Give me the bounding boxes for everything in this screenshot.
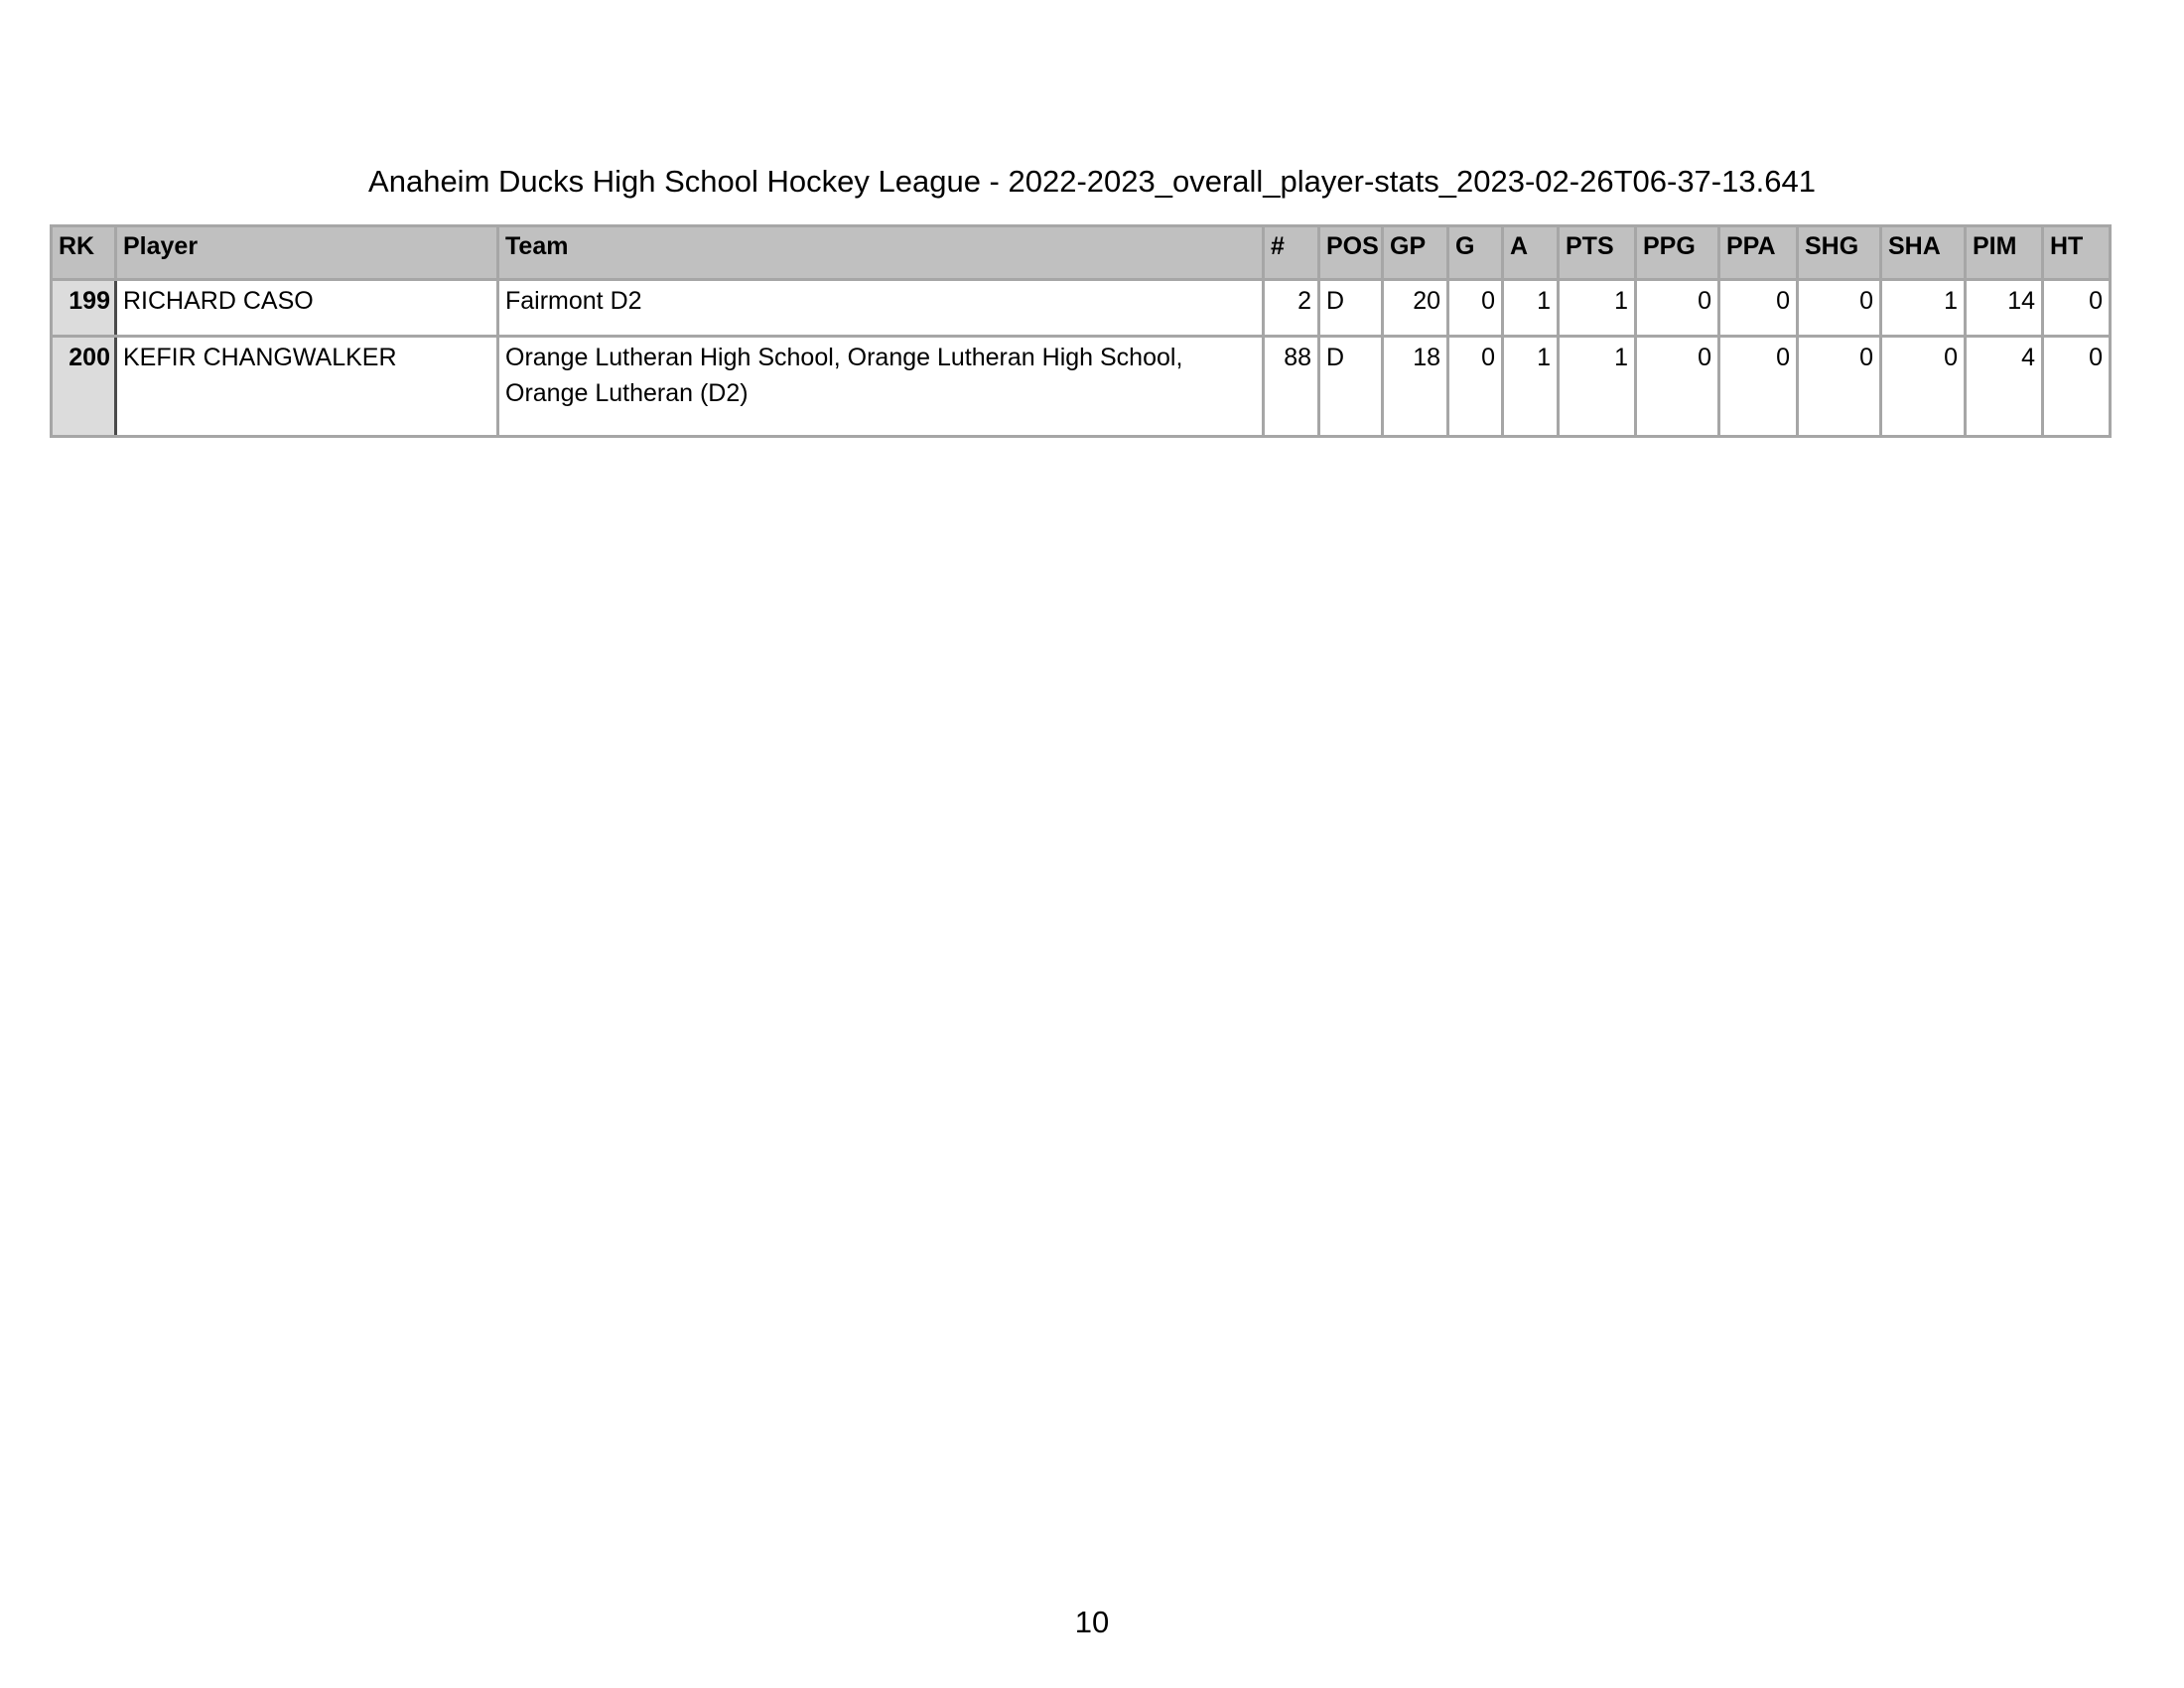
table-row <box>52 280 2111 337</box>
column-header-ht: HT <box>2043 226 2111 280</box>
pos-cell: D <box>1319 337 1383 437</box>
rank-cell: 200 <box>52 337 116 437</box>
g-cell: 0 <box>1448 337 1503 437</box>
shg-cell: 0 <box>1798 337 1881 437</box>
pim-cell: 4 <box>1966 337 2043 437</box>
g-cell: 0 <box>1448 280 1503 337</box>
column-header-shg: SHG <box>1798 226 1881 280</box>
number-cell: 88 <box>1264 337 1319 437</box>
ppg-cell: 0 <box>1636 337 1719 437</box>
column-header-sha: SHA <box>1881 226 1966 280</box>
column-header-pos: POS <box>1319 226 1383 280</box>
table-header-row <box>52 226 2111 280</box>
a-cell: 1 <box>1503 280 1559 337</box>
column-header-a: A <box>1503 226 1559 280</box>
column-header-rk: RK <box>52 226 116 280</box>
number-cell: 2 <box>1264 280 1319 337</box>
column-header-ppa: PPA <box>1719 226 1798 280</box>
column-header-g: G <box>1448 226 1503 280</box>
rank-cell: 199 <box>52 280 116 337</box>
ppg-cell: 0 <box>1636 280 1719 337</box>
team-cell: Orange Lutheran High School, Orange Lutheran High School, Orange Lutheran (D2) <box>498 337 1264 437</box>
column-header-gp: GP <box>1383 226 1448 280</box>
page-number: 10 <box>1074 1605 1110 1639</box>
pts-cell: 1 <box>1559 337 1636 437</box>
ht-cell: 0 <box>2043 337 2111 437</box>
column-header-pim: PIM <box>1966 226 2043 280</box>
ht-cell: 0 <box>2043 280 2111 337</box>
ppa-cell: 0 <box>1719 337 1798 437</box>
sha-cell: 0 <box>1881 337 1966 437</box>
ppa-cell: 0 <box>1719 280 1798 337</box>
team-cell: Fairmont D2 <box>498 280 1264 337</box>
document-title: Anaheim Ducks High School Hockey League - 2022-2023_overall_player-stats_2023-02-26T06-37-13.641 <box>368 164 1816 199</box>
gp-cell: 20 <box>1383 280 1448 337</box>
table-row <box>52 337 2111 437</box>
player-stats-table <box>50 224 2112 438</box>
column-header-pts: PTS <box>1559 226 1636 280</box>
column-header-ppg: PPG <box>1636 226 1719 280</box>
gp-cell: 18 <box>1383 337 1448 437</box>
player-cell: RICHARD CASO <box>116 280 498 337</box>
a-cell: 1 <box>1503 337 1559 437</box>
player-cell: KEFIR CHANGWALKER <box>116 337 498 437</box>
column-header-team: Team <box>498 226 1264 280</box>
pts-cell: 1 <box>1559 280 1636 337</box>
column-header-player: Player <box>116 226 498 280</box>
shg-cell: 0 <box>1798 280 1881 337</box>
pos-cell: D <box>1319 280 1383 337</box>
sha-cell: 1 <box>1881 280 1966 337</box>
pim-cell: 14 <box>1966 280 2043 337</box>
column-header-number: # <box>1264 226 1319 280</box>
